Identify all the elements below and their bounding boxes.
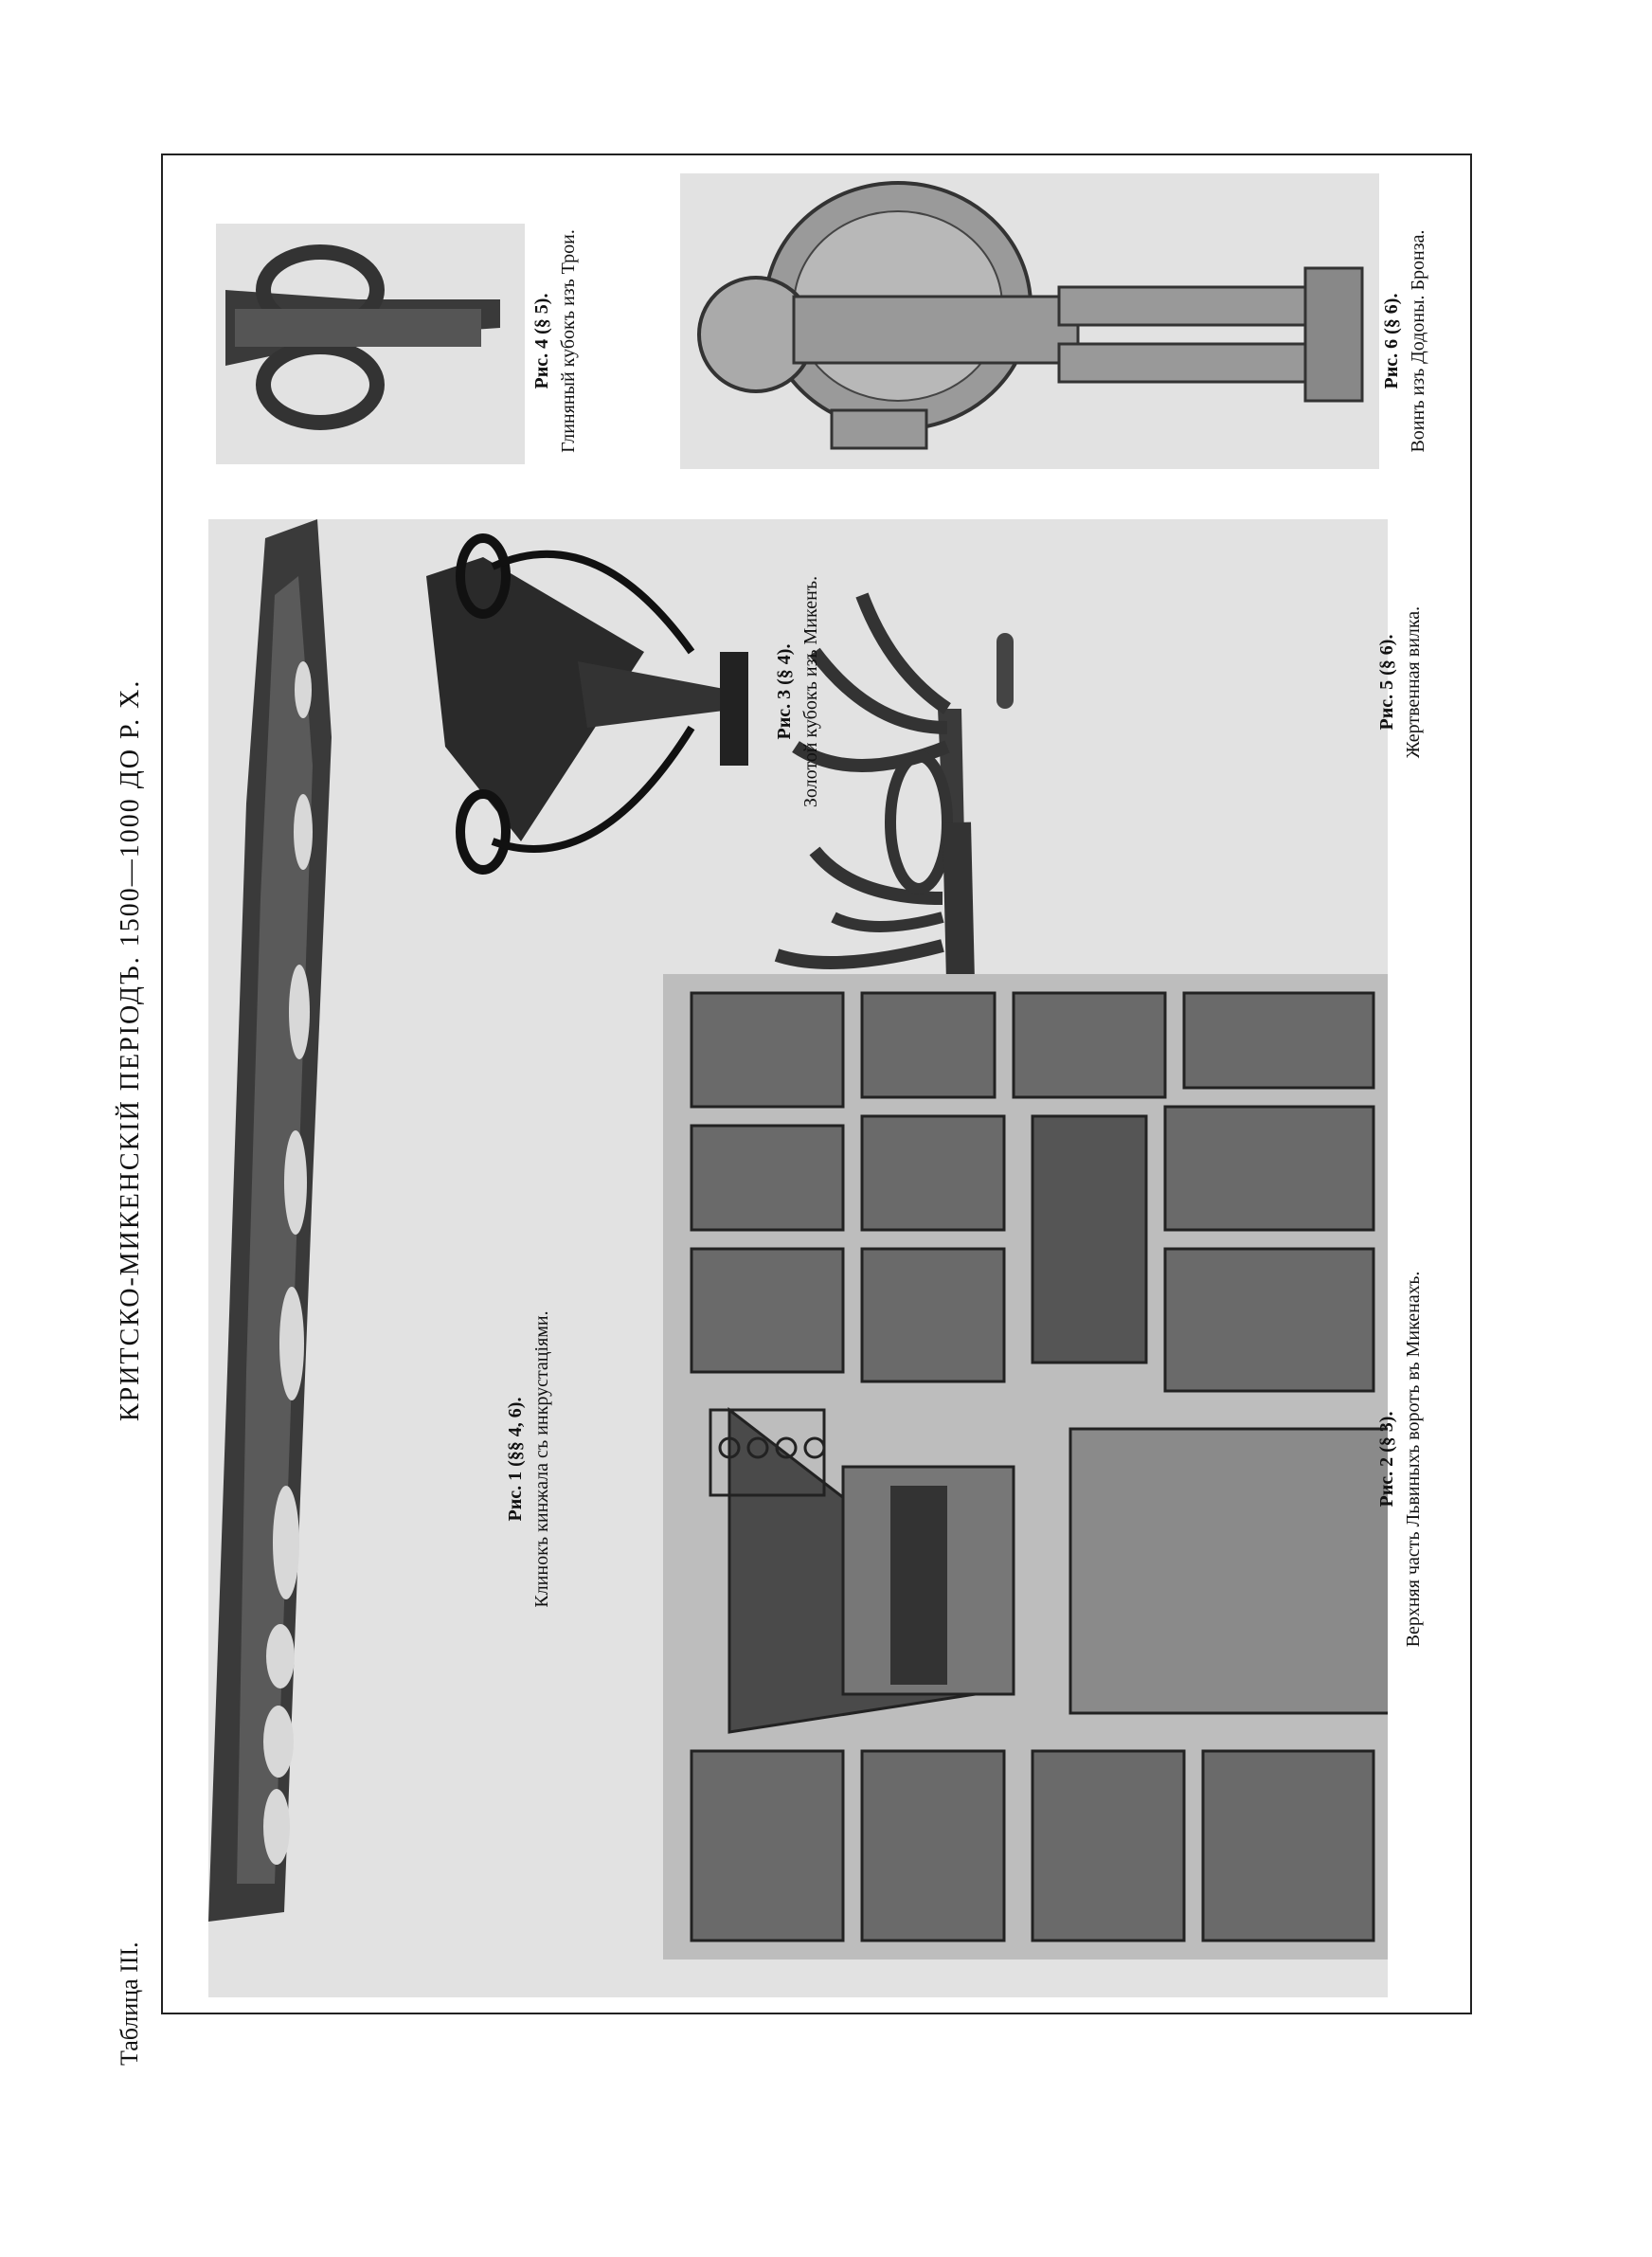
clay-goblet-illustration — [216, 224, 525, 464]
figure-4-number: Рис. 4 (§ 5). — [531, 293, 552, 389]
bronze-warrior-illustration — [680, 173, 1379, 469]
figure-5-title: Жертвенная вилка. — [1403, 605, 1424, 759]
figure-1-caption — [502, 1289, 555, 1630]
page-title: КРИТСКО-МИКЕНСКІЙ ПЕРІОДЪ. 1500—1000 ДО Р. Х. — [116, 678, 145, 1421]
figure-4-title: Глиняный кубокъ изъ Трои. — [558, 229, 579, 453]
figure-3-caption — [771, 483, 824, 900]
figure-3-title: Золотой кубокъ изъ Микенъ. — [800, 575, 821, 808]
figure-2-title: Верхняя часть Львиныхъ воротъ въ Микенахъ. — [1403, 1271, 1424, 1648]
bronze-warrior-panel — [680, 173, 1379, 469]
figure-4-caption — [529, 180, 582, 502]
figure-6-caption — [1378, 180, 1431, 502]
figure-3-number: Рис. 3 (§ 4). — [774, 643, 795, 740]
clay-goblet-panel — [216, 224, 525, 464]
figure-2-number: Рис. 2 (§ 3). — [1376, 1411, 1397, 1508]
figure-6-number: Рис. 6 (§ 6). — [1381, 293, 1402, 389]
figure-2-caption — [1374, 1156, 1427, 1762]
dagger-blade-illustration — [208, 519, 332, 1922]
figure-5-number: Рис. 5 (§ 6). — [1376, 634, 1397, 731]
figure-6-title: Воинъ изъ Додоны. Бронза. — [1408, 229, 1428, 453]
gold-cup-illustration — [426, 538, 748, 870]
figure-1-number: Рис. 1 (§§ 4, 6). — [505, 1397, 526, 1522]
figure-1-title: Клинокъ кинжала съ инкрустаціями. — [531, 1310, 552, 1608]
plate-number: Таблица III. — [116, 1941, 143, 2066]
lion-gate-illustration — [663, 974, 1388, 1959]
figure-5-caption — [1374, 540, 1427, 824]
